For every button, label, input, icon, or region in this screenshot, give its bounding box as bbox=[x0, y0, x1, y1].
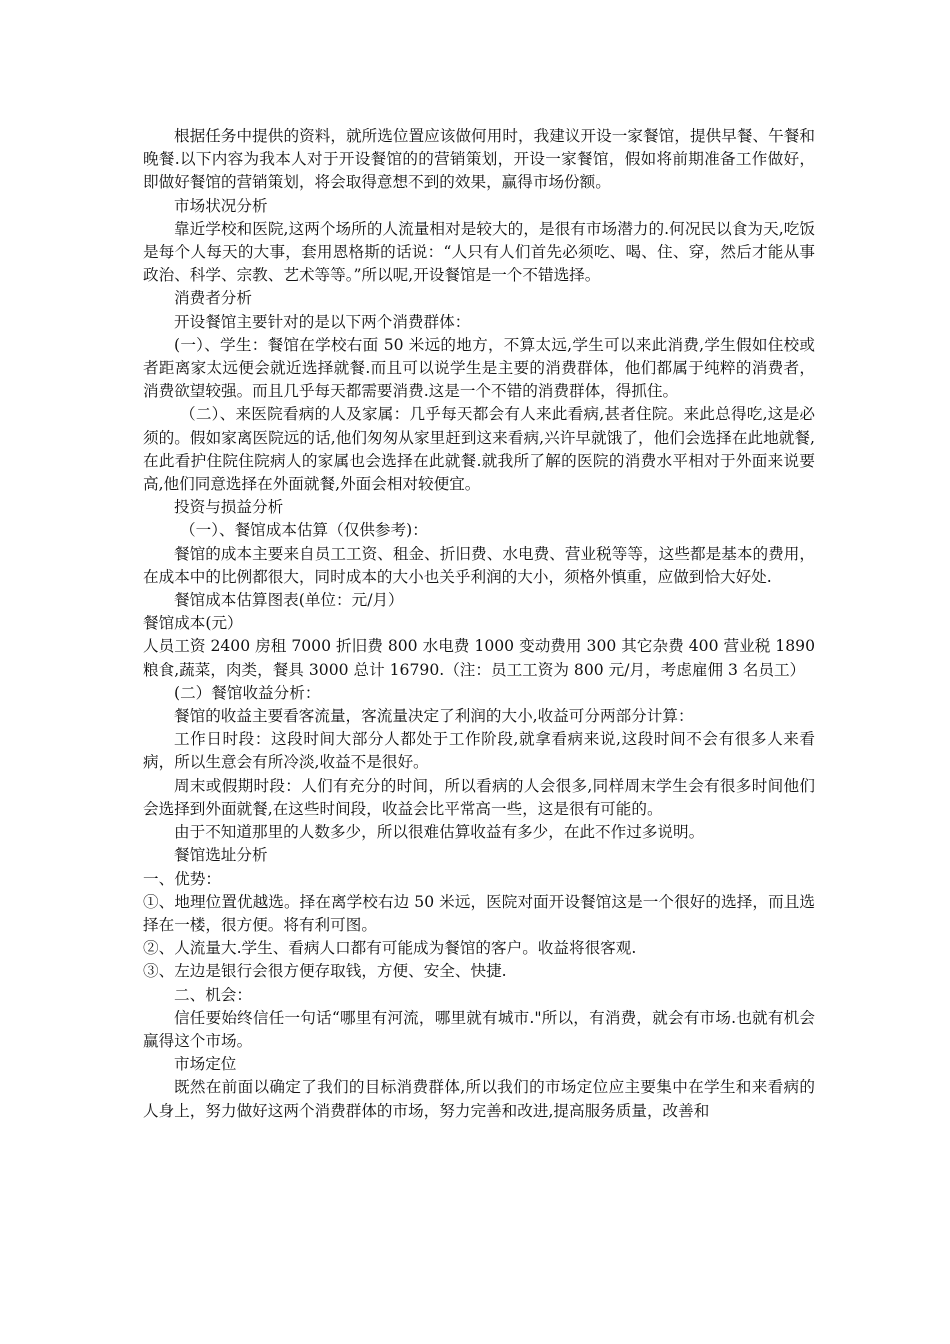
revenue-analysis-heading: (二）餐馆收益分析： bbox=[174, 683, 321, 702]
heading-market-positioning: 市场定位 bbox=[174, 1055, 237, 1074]
opportunities-paragraph: 信任要始终信任一句话“哪里有河流，哪里就有城市."所以，有消费，就会有市场.也就有机会赢得这个市场。 bbox=[143, 1008, 815, 1050]
advantage-item-2: ②、人流量大.学生、看病人口都有可能成为餐馆的客户。收益将很客观. bbox=[143, 939, 637, 958]
advantage-item-1: ①、地理位置优越选。择在离学校右边 50 米远，医院对面开设餐馆这是一个很好的选择，而且选择在一楼，很方便。将有利可图。 bbox=[143, 892, 815, 934]
heading-consumer-analysis: 消费者分析 bbox=[174, 289, 252, 308]
cost-description-paragraph: 餐馆的成本主要来自员工工资、租金、折旧费、水电费、营业税等等，这些都是基本的费用，在成本中的比例都很大，同时成本的大小也关乎利润的大小，须格外慎重，应做到恰大好处. bbox=[143, 544, 815, 586]
consumer-groups-intro: 开设餐馆主要针对的是以下两个消费群体： bbox=[174, 312, 471, 331]
heading-location-analysis: 餐馆选址分析 bbox=[174, 846, 268, 865]
heading-market-analysis: 市场状况分析 bbox=[174, 196, 268, 215]
weekend-paragraph: 周末或假期时段：人们有充分的时间，所以看病的人会很多,同样周末学生会有很多时间他们会选择到外面就餐,在这些时间段，收益会比平常高一些，这是很有可能的。 bbox=[143, 776, 815, 818]
intro-paragraph: 根据任务中提供的资料，就所选位置应该做何用时，我建议开设一家餐馆，提供早餐、午餐和晚餐.以下内容为我本人对于开设餐馆的的营销策划，开设一家餐馆，假如将前期准备工作做好，即做好餐馆的营销策划，将会取得意想不到的效果，赢得市场份额。 bbox=[143, 127, 815, 192]
weekday-paragraph: 工作日时段：这段时间大部分人都处于工作阶段,就拿看病来说,这段时间不会有很多人来看病，所以生意会有所冷淡,收益不是很好。 bbox=[143, 730, 815, 772]
revenue-intro-paragraph: 餐馆的收益主要看客流量，客流量决定了利润的大小,收益可分两部分计算： bbox=[174, 707, 694, 726]
market-analysis-paragraph: 靠近学校和医院,这两个场所的人流量相对是较大的，是很有市场潜力的.何况民以食为天,吃饭是每个人每天的大事，套用恩格斯的话说：“人只有人们首先必须吃、喝、住、穿，然后才能从事政治、科学、宗教、艺术等等。”所以呢,开设餐馆是一个不错选择。 bbox=[143, 219, 815, 285]
revenue-note-paragraph: 由于不知道那里的人数多少，所以很难估算收益有多少，在此不作过多说明。 bbox=[174, 823, 705, 842]
heading-investment-analysis: 投资与损益分析 bbox=[174, 498, 284, 517]
cost-chart-title: 餐馆成本估算图表(单位：元/月） bbox=[174, 591, 404, 610]
cost-table-values: 人员工资 2400 房租 7000 折旧费 800 水电费 1000 变动费用 300 其它杂费 400 营业税 1890 粮食,蔬菜，肉类，餐具 3000 总计 16790.（注：员工工资为 800 元/月，考虑雇佣 3 名员工） bbox=[143, 637, 815, 679]
consumer-group-students: (一）、学生：餐馆在学校右面 50 米远的地方，不算太远,学生可以来此消费,学生假如住校或者距离家太远便会就近选择就餐.而且可以说学生是主要的消费群体，他们都属于纯粹的消费者，消费欲望较强。而且几乎每天都需要消费.这是一个不错的消费群体，得抓住。 bbox=[143, 335, 815, 401]
consumer-group-hospital: （二）、来医院看病的人及家属：几乎每天都会有人来此看病,甚者住院。来此总得吃,这是必须的。假如家离医院远的话,他们匆匆从家里赶到这来看病,兴许早就饿了，他们会选择在此地就餐,在此看护住院住院病人的家属也会选择在此就餐.就我所了解的医院的消费水平相对于外面来说要高,他们同意选择在外面就餐,外面会相对较便宜。 bbox=[143, 405, 815, 494]
positioning-paragraph: 既然在前面以确定了我们的目标消费群体,所以我们的市场定位应主要集中在学生和来看病的人身上，努力做好这两个消费群体的市场，努力完善和改进,提高服务质量，改善和 bbox=[143, 1078, 815, 1120]
opportunities-heading: 二、机会： bbox=[174, 985, 252, 1004]
advantage-item-3: ③、左边是银行会很方便存取钱，方便、安全、快捷. bbox=[143, 962, 507, 981]
cost-estimate-heading: （一）、餐馆成本估算（仅供参考)： bbox=[180, 521, 428, 540]
cost-table-header: 餐馆成本(元） bbox=[143, 614, 243, 633]
advantages-heading: 一、优势： bbox=[143, 869, 221, 888]
